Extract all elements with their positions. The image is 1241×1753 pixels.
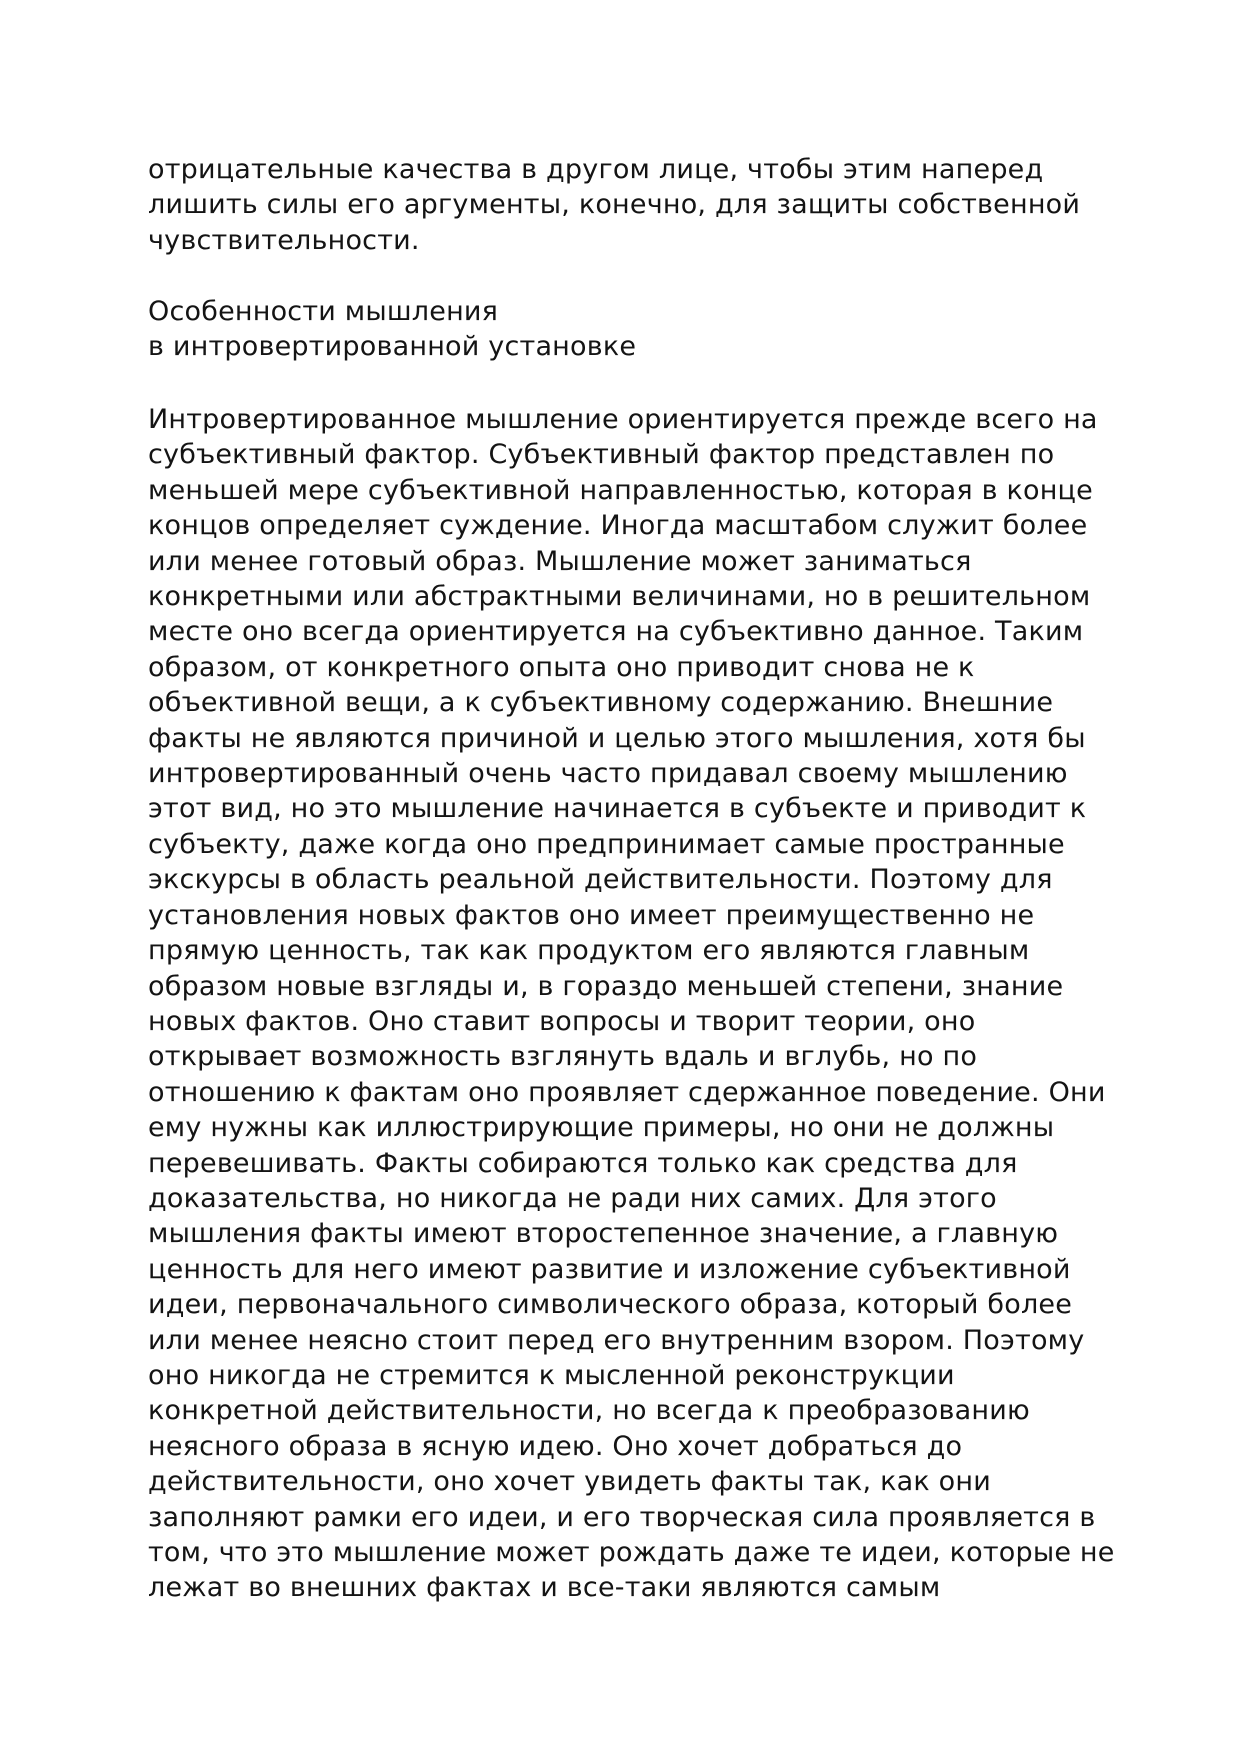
- continued-paragraph: отрицательные качества в другом лице, чтобы этим наперед лишить силы его аргументы, конечно, для защиты собственной чувствительности.: [148, 154, 1081, 256]
- section-heading: Особенности мышления в интровертированной установке: [148, 296, 637, 363]
- main-paragraph: Интровертированное мышление ориентируется прежде всего на субъективный фактор. Субъективный фактор представлен по меньшей мере субъективной направленностью, которая в конце концов определяет суждение. Иногда масштабом служит более или менее готовый образ. Мышление может заниматься конкретными или абстрактными величинами, но в решительном месте оно всегда ориентируется на субъективно данное. Таким образом, от конкретного опыта оно приводит снова не к объективной вещи, а к субъективному содержанию. Внешние факты не являются причиной и целью этого мышления, хотя бы интровертированный очень часто придавал своему мышлению этот вид, но это мышление начинается в субъекте и приводит к субъекту, даже когда оно предпринимает самые пространные экскурсы в область реальной действительности. Поэтому для установления новых фактов оно имеет преимущественно не прямую ценность, так как продуктом его являются главным образом новые взгляды и, в гораздо меньшей степени, знание новых фактов. Оно ставит вопросы и творит теории, оно открывает возможность взглянуть вдаль и вглубь, но по отношению к фактам оно проявляет сдержанное поведение. Они ему нужны как иллюстрирующие примеры, но они не должны перевешивать. Факты собираются только как средства для доказательства, но никогда не ради них самих. Для этого мышления факты имеют второстепенное значение, а главную ценность для него имеют развитие и изложение субъективной идеи, первоначального символического образа, который более или менее неясно стоит перед его внутренним взором. Поэтому оно никогда не стремится к мысленной реконструкции конкретной действительности, но всегда к преобразованию неясного образа в ясную идею. Оно хочет добраться до действительности, оно хочет увидеть факты так, как они заполняют рамки его идеи, и его творческая сила проявляется в том, что это мышление может рождать даже те идеи, которые не лежат во внешних фактах и все-таки являются самым: [148, 404, 1115, 1604]
